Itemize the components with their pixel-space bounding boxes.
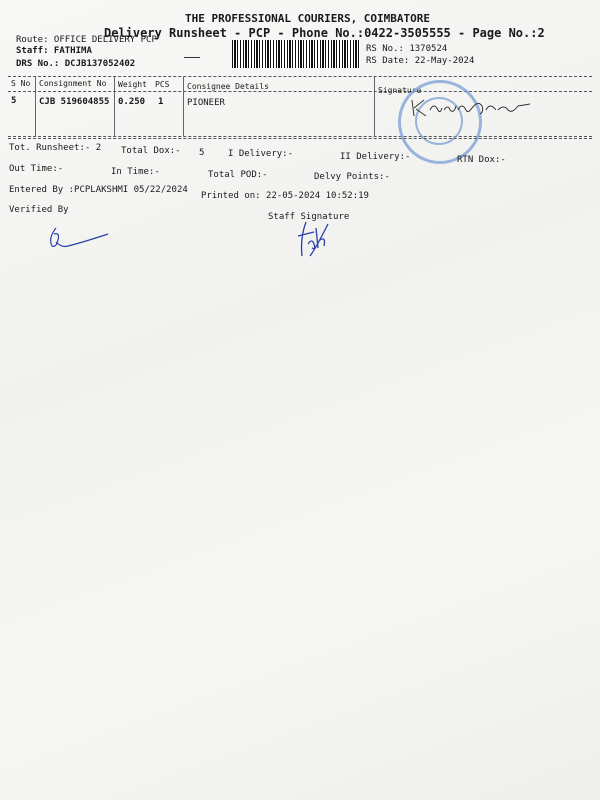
tot-runsheet: Tot. Runsheet:- 2 bbox=[9, 143, 102, 153]
total-pod: Total POD:- bbox=[208, 170, 268, 180]
i-delivery: I Delivery:- bbox=[228, 149, 294, 159]
col-header-weight: Weight bbox=[118, 80, 147, 89]
staff-label: Staff: FATHIMA bbox=[16, 46, 92, 56]
col-divider bbox=[35, 77, 36, 136]
barcode bbox=[232, 40, 360, 68]
verified-by-label: Verified By bbox=[9, 205, 69, 215]
rs-date: RS Date: 22-May-2024 bbox=[366, 56, 475, 66]
delvy-points: Delvy Points:- bbox=[314, 172, 390, 182]
staff-signature bbox=[292, 218, 332, 262]
table-bottom-rule bbox=[8, 136, 592, 137]
company-stamp bbox=[398, 80, 482, 164]
col-header-signature: Signature bbox=[378, 86, 422, 95]
col-header-consignment: Consignment No bbox=[39, 79, 107, 88]
cell-weight: 0.250 bbox=[118, 97, 146, 107]
table-top-rule bbox=[8, 76, 592, 77]
out-time: Out Time:- bbox=[9, 164, 64, 174]
separator-dash bbox=[184, 57, 200, 58]
col-divider bbox=[374, 77, 375, 136]
total-dox-label: Total Dox:- bbox=[121, 146, 181, 156]
ii-delivery: II Delivery:- bbox=[340, 152, 411, 162]
runsheet-title: Delivery Runsheet - PCP - Phone No.:0422-3505555 - Page No.:2 bbox=[104, 26, 545, 40]
total-dox-value: 5 bbox=[199, 148, 205, 158]
cell-consignment: CJB 519604855 bbox=[39, 97, 110, 107]
summary-rule bbox=[8, 138, 592, 139]
staff-signature-label: Staff Signature bbox=[268, 212, 350, 222]
drs-number: DRS No.: DCJB137052402 bbox=[16, 59, 136, 69]
receiver-signature bbox=[408, 96, 538, 120]
col-divider bbox=[183, 77, 184, 136]
col-header-sno: S No bbox=[11, 79, 31, 88]
rtn-dox: RTN Dox:- bbox=[457, 155, 506, 165]
printed-on: Printed on: 22-05-2024 10:52:19 bbox=[201, 191, 369, 201]
route-label: Route: OFFICE DELIVERY PCP bbox=[16, 35, 157, 45]
cell-pcs: 1 bbox=[158, 97, 164, 107]
col-header-consignee: Consignee Details bbox=[187, 82, 269, 91]
col-header-pcs: PCS bbox=[155, 80, 170, 89]
rs-number: RS No.: 1370524 bbox=[366, 44, 448, 54]
company-name: THE PROFESSIONAL COURIERS, COIMBATORE bbox=[185, 12, 431, 25]
table-header-rule bbox=[8, 91, 592, 92]
col-divider bbox=[114, 77, 115, 136]
cell-sno: 5 bbox=[11, 96, 17, 106]
in-time: In Time:- bbox=[111, 167, 160, 177]
verifier-signature bbox=[44, 224, 114, 252]
cell-consignee: PIONEER bbox=[187, 98, 225, 108]
entered-by: Entered By :PCPLAKSHMI 05/22/2024 bbox=[9, 185, 188, 195]
